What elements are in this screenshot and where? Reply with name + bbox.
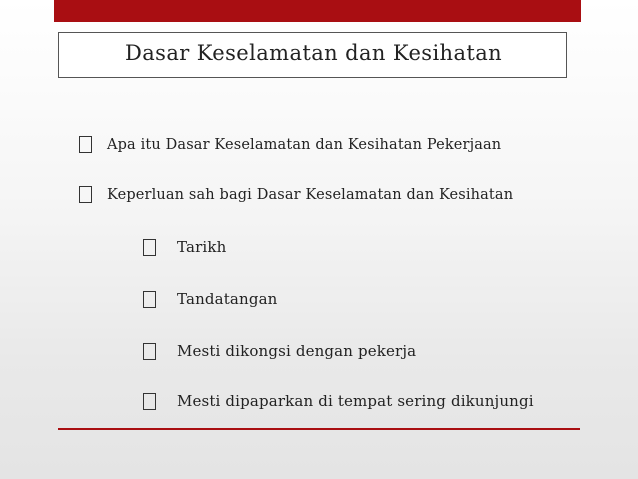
- bullet-box-icon: [143, 291, 156, 308]
- top-accent-bar: [54, 0, 581, 22]
- bottom-divider: [58, 428, 580, 430]
- bullet-box-icon: [143, 393, 156, 410]
- sub-bullet-item: [143, 342, 416, 360]
- page-title: Dasar Keselamatan dan Kesihatan: [125, 41, 503, 65]
- bullet-item: [79, 136, 501, 153]
- bullet-text: Keperluan sah bagi Dasar Keselamatan dan Kesihatan: [107, 186, 514, 203]
- bullet-box-icon: [79, 186, 92, 203]
- bullet-box-icon: [143, 239, 156, 256]
- bullet-text: Apa itu Dasar Keselamatan dan Kesihatan Pekerjaan: [107, 136, 502, 153]
- sub-bullet-text: Mesti dikongsi dengan pekerja: [177, 342, 417, 360]
- sub-bullet-text: Mesti dipaparkan di tempat sering dikunjungi: [177, 392, 534, 410]
- sub-bullet-text: Tandatangan: [177, 290, 278, 308]
- sub-bullet-item: [143, 290, 277, 308]
- title-box: [58, 32, 567, 78]
- sub-bullet-item: [143, 392, 534, 410]
- bullet-item: [79, 186, 513, 203]
- sub-bullet-text: Tarikh: [177, 238, 227, 256]
- bullet-box-icon: [143, 343, 156, 360]
- sub-bullet-item: [143, 238, 226, 256]
- bullet-box-icon: [79, 136, 92, 153]
